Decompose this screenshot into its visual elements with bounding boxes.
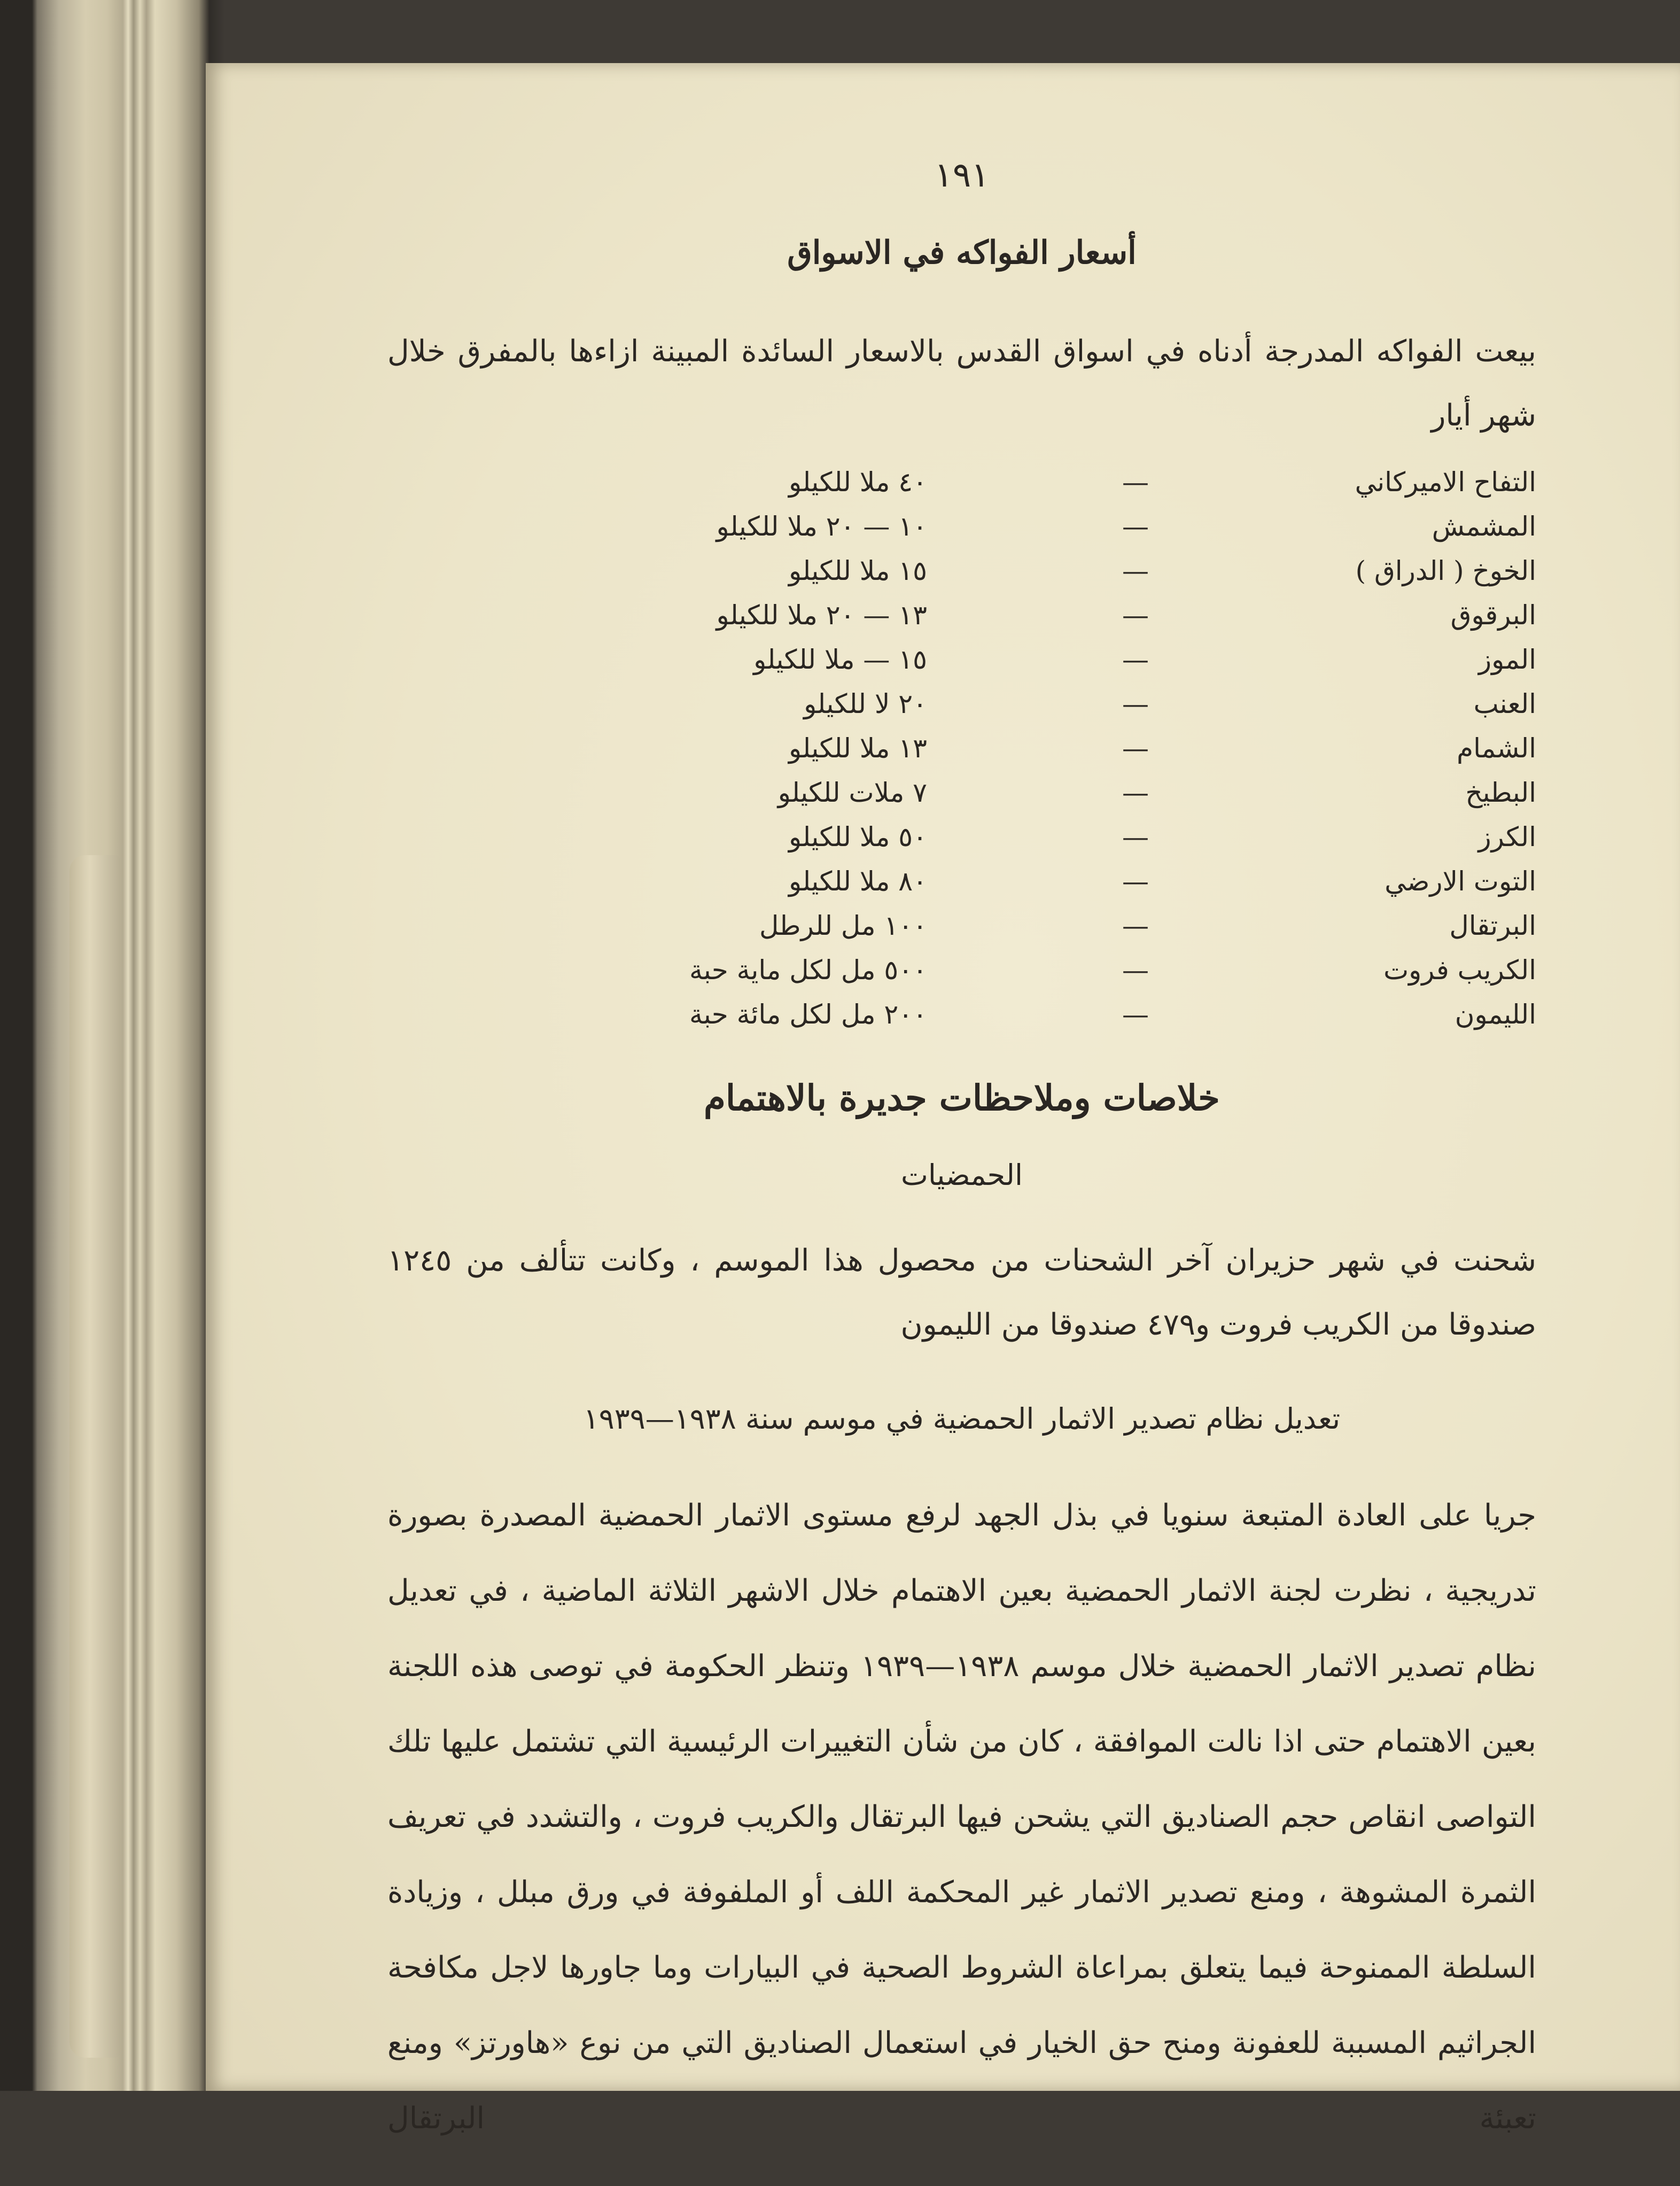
fruit-name: التوت الارضي: [1385, 865, 1536, 897]
price-row: [387, 681, 1536, 726]
fruit-name: الكرز: [1478, 821, 1536, 852]
price-row: [387, 637, 1536, 681]
fruit-name: الكريب فروت: [1383, 954, 1536, 986]
fruit-name: الليمون: [1455, 998, 1536, 1030]
fruit-price: ٢٠٠ مل لكل مائة حبة: [689, 998, 927, 1030]
citrus-paragraph: شحنت في شهر حزيران آخر الشحنات من محصول هذا الموسم ، وكانت تتألف من ١٢٤٥ صندوقا من الكريب فروت و٤٧٩ صندوقا من الليمون: [387, 1243, 1536, 1342]
price-row: [387, 992, 1536, 1036]
price-row: [387, 815, 1536, 859]
fruit-name: البرتقال: [1449, 910, 1536, 941]
row-dash: —: [1122, 644, 1149, 675]
fruit-price: ٧ ملات للكيلو: [777, 777, 927, 808]
fruit-price: ١٥ ملا للكيلو: [789, 555, 927, 586]
page-content: [387, 154, 1536, 2186]
fruit-price: ٤٠ ملا للكيلو: [789, 466, 927, 498]
price-row: [387, 859, 1536, 903]
page-number: ١٩١: [934, 156, 990, 195]
fruit-price: ٥٠٠ مل لكل ماية حبة: [689, 954, 927, 986]
row-dash: —: [1122, 998, 1149, 1030]
row-dash: —: [1122, 865, 1149, 897]
row-dash: —: [1122, 466, 1149, 498]
fruit-name: الموز: [1478, 644, 1536, 675]
citrus-heading: الحمضيات: [901, 1158, 1023, 1192]
row-dash: —: [1122, 777, 1149, 808]
fruit-name: الخوخ ( الدراق ): [1355, 555, 1536, 586]
price-row: [387, 726, 1536, 770]
fruit-price: ١٥ — ملا للكيلو: [753, 644, 927, 675]
fruit-price: ٥٠ ملا للكيلو: [789, 821, 927, 852]
price-row: [387, 770, 1536, 815]
row-dash: —: [1122, 954, 1149, 986]
fruit-price: ٨٠ ملا للكيلو: [789, 865, 927, 897]
prices-intro: بيعت الفواكه المدرجة أدناه في اسواق القدس بالاسعار السائدة المبينة ازاءها بالمفرق خلال شهر أيار: [387, 334, 1536, 433]
torn-page-edge: [69, 855, 120, 2058]
fruit-name: الشمام: [1457, 732, 1536, 764]
fruit-price: ١٠ — ٢٠ ملا للكيلو: [716, 510, 927, 542]
price-row: [387, 948, 1536, 992]
row-dash: —: [1122, 688, 1149, 719]
export-paragraph: جريا على العادة المتبعة سنويا في بذل الجهد لرفع مستوى الاثمار الحمضية المصدرة بصورة تدريجية ، نظرت لجنة الاثمار الحمضية بعين الاهتمام خلال الاشهر الثلاثة الماضية ، في تعديل نظام تصدير الاثمار الحمضية خلال موسم ١٩٣٨—١٩٣٩ وتنظر الحكومة في توصى هذه اللجنة بعين الاهتمام حتى اذا نالت الموافقة ، كان من شأن التغييرات الرئيسية التي تشتمل عليها تلك التواصى انقاص حجم الصناديق التي يشحن فيها البرتقال والكريب فروت ، والتشدد في تعريف الثمرة المشوهة ، ومنع تصدير الاثمار غير المحكمة اللف أو الملفوفة في ورق مبلل ، وزيادة السلطة الممنوحة فيما يتعلق بمراعاة الشروط الصحية في البيارات وما جاورها لاجل مكافحة الجراثيم المسببة للعفونة ومنح حق الخيار في استعمال الصناديق التي من نوع «هاورتز» ومنع تعبئة البرتقال: [387, 1498, 1536, 2136]
price-row: [387, 548, 1536, 593]
fruit-name: البرقوق: [1450, 599, 1536, 631]
fruit-name: العنب: [1473, 688, 1536, 719]
row-dash: —: [1122, 910, 1149, 941]
fruit-price: ١٣ — ٢٠ ملا للكيلو: [716, 599, 927, 631]
fruit-name: المشمش: [1432, 510, 1536, 542]
row-dash: —: [1122, 599, 1149, 631]
fruit-price: ٢٠ لا للكيلو: [804, 688, 927, 719]
fruit-name: التفاح الاميركاني: [1355, 466, 1536, 498]
prices-title: أسعار الفواكه في الاسواق: [787, 234, 1137, 272]
fruit-price-table: [387, 460, 1536, 1036]
fruit-price: ١٠٠ مل للرطل: [759, 910, 927, 941]
price-row: [387, 903, 1536, 948]
section-title: خلاصات وملاحظات جديرة بالاهتمام: [704, 1077, 1220, 1119]
export-heading: تعديل نظام تصدير الاثمار الحمضية في موسم سنة ١٩٣٨—١٩٣٩: [583, 1402, 1341, 1436]
price-row: [387, 593, 1536, 637]
price-row: [387, 504, 1536, 548]
row-dash: —: [1122, 555, 1149, 586]
row-dash: —: [1122, 510, 1149, 542]
fruit-price: ١٣ ملا للكيلو: [789, 732, 927, 764]
row-dash: —: [1122, 732, 1149, 764]
fruit-name: البطيخ: [1465, 777, 1536, 808]
book-page: [206, 63, 1680, 2136]
row-dash: —: [1122, 821, 1149, 852]
price-row: [387, 460, 1536, 504]
